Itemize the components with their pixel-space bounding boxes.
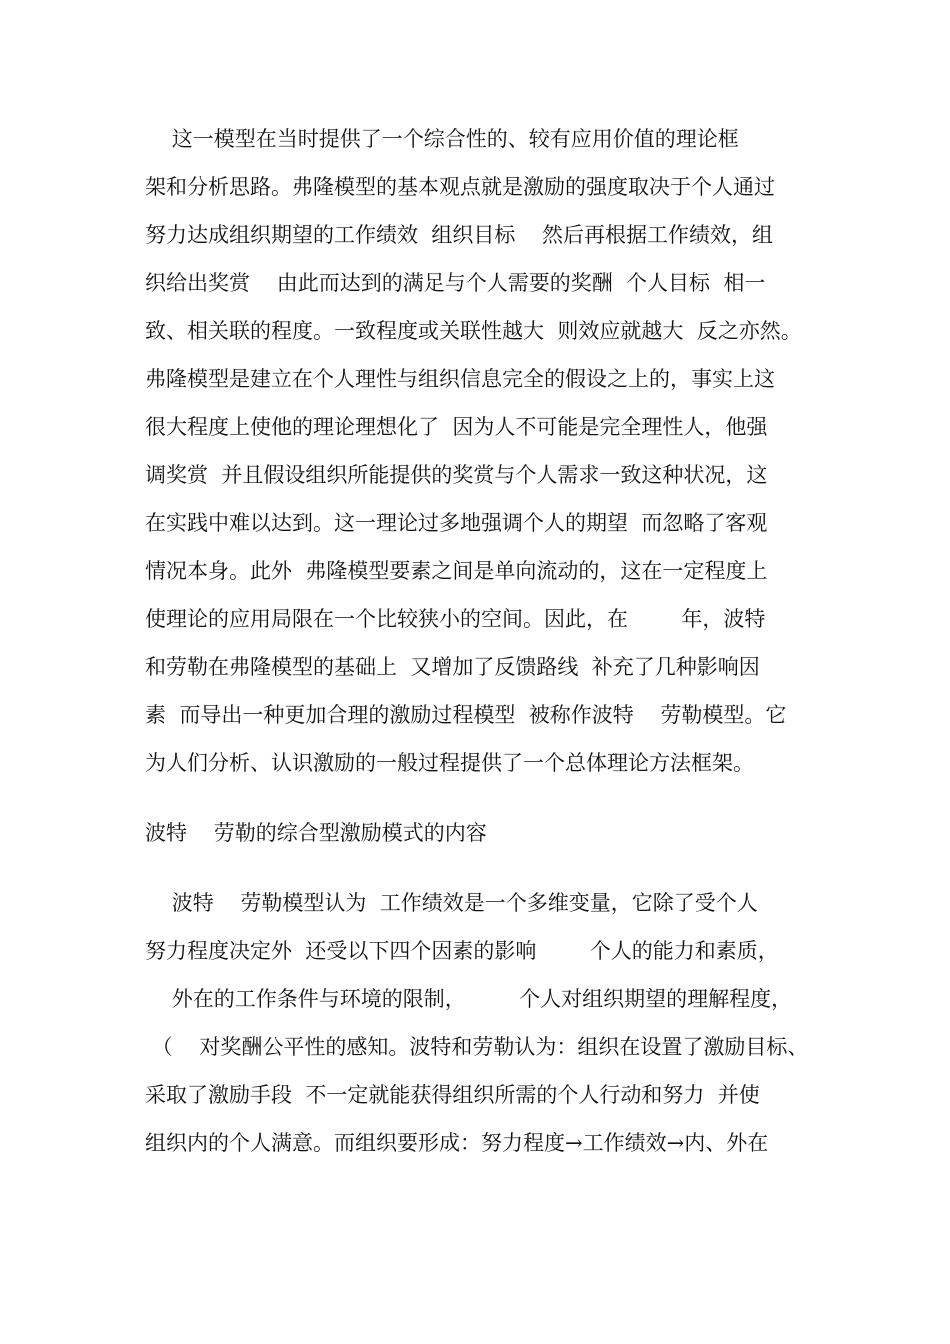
text-line: 在实践中难以达到。这一理论过多地强调个人的期望 而忽略了客观 <box>145 511 768 535</box>
text-line: （ 对奖酬公平性的感知。波特和劳勒认为：组织在设置了激励目标、 <box>145 1035 809 1059</box>
paragraph-porter-lawler <box>145 879 815 1167</box>
text-line: 组织内的个人满意。而组织要形成：努力程度→工作绩效→内、外在 <box>145 1131 769 1155</box>
body-text <box>145 115 815 1167</box>
text-line: 努力程度决定外 还受以下四个因素的影响 个人的能力和素质， <box>145 939 779 963</box>
text-line: 为人们分析、认识激励的一般过程提供了一个总体理论方法框架。 <box>145 751 754 775</box>
text-line: 和劳勒在弗隆模型的基础上 又增加了反馈路线 补充了几种影响因 <box>145 655 760 679</box>
text-line: 架和分析思路。弗隆模型的基本观点就是激励的强度取决于个人通过 <box>145 175 775 199</box>
section-heading: 波特 劳勒的综合型激励模式的内容 <box>145 821 487 845</box>
text-line: 采取了激励手段 不一定就能获得组织所需的个人行动和努力 并使 <box>145 1083 760 1107</box>
text-line: 外在的工作条件与环境的限制， 个人对组织期望的理解程度， <box>145 987 793 1011</box>
paragraph-model-critique <box>145 115 815 787</box>
text-line: 调奖赏 并且假设组织所能提供的奖赏与个人需求一致这种状况，这 <box>145 463 768 487</box>
text-line: 织给出奖赏 由此而达到的满足与个人需要的奖酬 个人目标 相一 <box>145 271 766 295</box>
text-line: 弗隆模型是建立在个人理性与组织信息完全的假设之上的，事实上这 <box>145 367 775 391</box>
text-line: 使理论的应用局限在一个比较狭小的空间。因此，在 年，波特 <box>145 607 766 631</box>
text-line: 素 而导出一种更加合理的激励过程模型 被称作波特 劳勒模型。它 <box>145 703 787 727</box>
text-line: 致、相关联的程度。一致程度或关联性越大 则效应就越大 反之亦然。 <box>145 319 802 343</box>
text-line: 波特 劳勒模型认为 工作绩效是一个多维变量，它除了受个人 <box>145 891 758 915</box>
text-line: 很大程度上使他的理论理想化了 因为人不可能是完全理性人，他强 <box>145 415 768 439</box>
text-line: 努力达成组织期望的工作绩效 组织目标 然后再根据工作绩效，组 <box>145 223 774 247</box>
text-line: 情况本身。此外 弗隆模型要素之间是单向流动的，这在一定程度上 <box>145 559 768 583</box>
paragraph-spacing <box>145 787 815 809</box>
text-line: 这一模型在当时提供了一个综合性的、较有应用价值的理论框 <box>145 127 739 151</box>
paragraph-spacing <box>145 857 815 879</box>
